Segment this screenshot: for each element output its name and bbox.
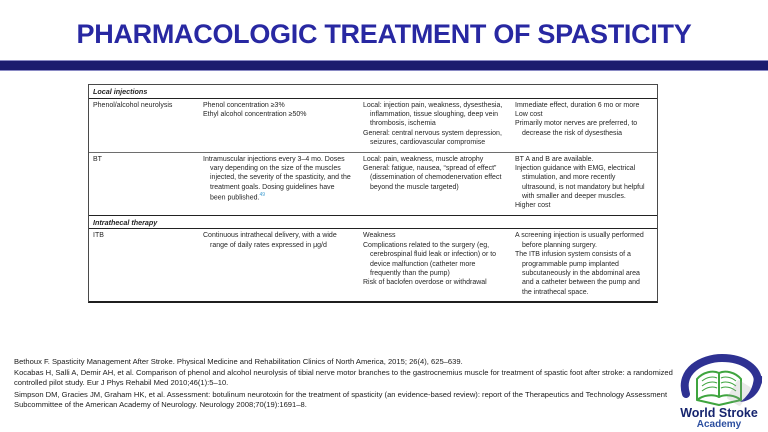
treatment-cell	[89, 99, 199, 152]
dosing-cell	[199, 229, 359, 301]
comments-cell	[511, 153, 657, 215]
adverse-line: General: fatigue, nausea, “spread of effect” (dissemination of chemodenervation effect beyond the muscle targeted)	[363, 164, 502, 191]
comment-line: Primarily motor nerves are preferred, to decrease the risk of dysesthesia	[515, 120, 638, 137]
treatment-table	[88, 84, 658, 303]
treatment-cell	[89, 153, 199, 215]
adverse-line: Local: pain, weakness, muscle atrophy	[363, 155, 484, 163]
treatment-name: Phenol/alcohol neurolysis	[93, 101, 173, 109]
adverse-line: Complications related to the surgery (eg, cerebrospinal fluid leak or infection) or to device malfunction (catheter more frequently than the pump)	[363, 241, 497, 277]
dosing-cell	[199, 99, 359, 152]
table-row	[89, 99, 657, 153]
treatment-name: BT	[93, 155, 102, 163]
comment-line: Higher cost	[515, 202, 551, 210]
adverse-line: Weakness	[363, 232, 396, 240]
logo-text-world-stroke: World Stroke	[680, 406, 758, 420]
adverse-line: General: central nervous system depression, seizures, cardiovascular compromise	[363, 129, 502, 147]
reference-item: Kocabas H, Salli A, Demir AH, et al. Comparison of phenol and alcohol neurolysis of tibial nerve motor branches to the gastrocnemius muscle for treatment of spastic foot after stroke: a randomized controlled pilot study. Eur J Phys Rehabil Med 2010;46(1):5–10.	[14, 368, 673, 388]
dosing-line: Phenol concentration ≥3%	[203, 101, 285, 109]
treatment-name: ITB	[93, 232, 104, 240]
adverse-events-cell	[359, 99, 511, 152]
comment-line: A screening injection is usually performed before planning surgery.	[515, 232, 644, 249]
table-row	[89, 153, 657, 216]
adverse-line: Risk of baclofen overdose or withdrawal	[363, 279, 487, 287]
comment-line: Injection guidance with EMG, electrical stimulation, and more recently ultrasound, is not mandatory but helpful with smaller and deeper muscles.	[515, 164, 645, 201]
title-divider-bar	[0, 60, 768, 71]
adverse-line: Local: injection pain, weakness, dysesthesia, inflammation, tissue sloughing, deep vein thrombosis, ischemia	[363, 101, 503, 128]
treatment-cell	[89, 229, 199, 301]
world-stroke-academy-logo	[673, 354, 765, 430]
slide-title: PHARMACOLOGIC TREATMENT OF SPASTICITY	[76, 19, 692, 49]
comment-line: BT A and B are available.	[515, 155, 594, 163]
dosing-cell	[199, 153, 359, 215]
table-section-header-intrathecal-therapy: Intrathecal therapy	[89, 216, 657, 230]
comment-line: The ITB infusion system consists of a programmable pump implanted subcutaneously in the abdominal area and a catheter between the pump and the intrathecal space.	[515, 251, 640, 296]
logo-text-academy: Academy	[696, 419, 742, 430]
reference-list	[14, 357, 674, 411]
adverse-events-cell	[359, 229, 511, 301]
dosing-line: Ethyl alcohol concentration ≥50%	[203, 111, 307, 119]
adverse-events-cell	[359, 153, 511, 215]
comments-cell	[511, 229, 657, 301]
logo-graphic	[675, 354, 763, 412]
dosing-text: Intramuscular injections every 3–4 mo. Doses vary depending on the size of the muscles injected, the severity of the spasticity, and the treatment goals. Dosing guidelines have been published.	[203, 155, 351, 202]
reference-item: Bethoux F. Spasticity Management After Stroke. Physical Medicine and Rehabilitation Clinics of North America, 2015; 26(4), 625–639.	[14, 357, 463, 366]
comments-cell	[511, 99, 657, 152]
citation-superscript: 49	[259, 192, 265, 199]
table-row	[89, 229, 657, 301]
dosing-line: Continuous intrathecal delivery, with a wide range of daily rates expressed in μg/d	[203, 232, 337, 249]
dosing-line	[203, 155, 351, 203]
reference-item: Simpson DM, Gracies JM, Graham HK, et al. Assessment: botulinum neurotoxin for the treatment of spasticity (an evidence-based review): report of the Therapeutics and Technology Assessment Subcommittee of the American Academy of Neurology. Neurology 2008;70(19):1691–8.	[14, 389, 668, 409]
comment-line: Low cost	[515, 111, 543, 119]
comment-line: Immediate effect, duration 6 mo or more	[515, 101, 640, 109]
table-section-header-local-injections: Local injections	[89, 85, 657, 99]
